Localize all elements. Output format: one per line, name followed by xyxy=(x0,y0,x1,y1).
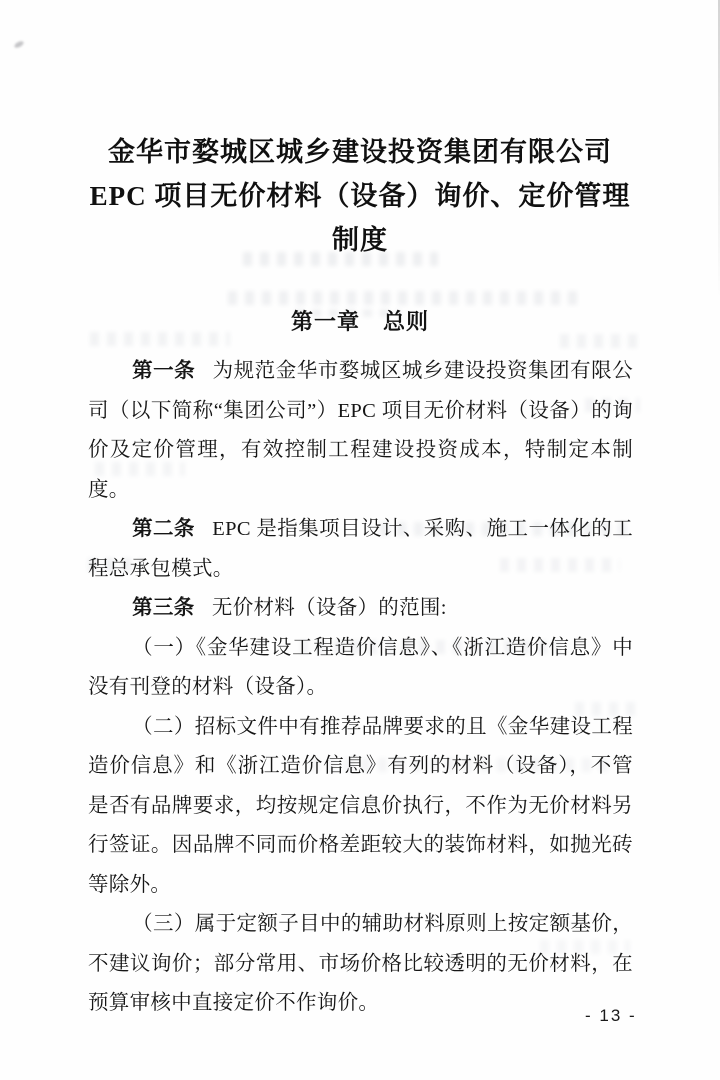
document-title-line-3: 制度 xyxy=(332,225,388,255)
article-3-number: 第三条 xyxy=(132,597,195,619)
article-3-item-1-text: （一）《金华建设工程造价信息》、《浙江造价信息》中没有刊登的材料（设备）。 xyxy=(88,636,633,698)
article-3-item-2 xyxy=(88,708,633,906)
article-2 xyxy=(88,510,633,589)
document-title-line-1: 金华市婺城区城乡建设投资集团有限公司 xyxy=(108,137,612,167)
article-2-number: 第二条 xyxy=(132,518,195,540)
article-1-text: 为规范金华市婺城区城乡建设投资集团有限公司（以下简称“集团公司”）EPC 项目无价材料（设备）的询价及定价管理，有效控制工程建设投资成本，特制定本制度。 xyxy=(88,360,634,501)
document-body xyxy=(88,352,633,1024)
article-3-item-2-text: （二）招标文件中有推荐品牌要求的且《金华建设工程造价信息》和《浙江造价信息》有列的材料（设备），不管是否有品牌要求，均按规定信息价执行，不作为无价材料另行签证。因品牌不同而价格差距较大的装饰材料，如抛光砖等除外。 xyxy=(88,715,633,896)
article-3-item-3 xyxy=(88,905,633,1024)
bleedthrough-smudge xyxy=(228,291,578,305)
document-title-line-2: EPC 项目无价材料（设备）询价、定价管理 xyxy=(89,181,631,211)
article-3-text: 无价材料（设备）的范围: xyxy=(211,597,447,619)
chapter-heading: 第一章 总则 xyxy=(290,309,429,334)
stray-mark xyxy=(13,40,24,49)
article-3-item-1 xyxy=(88,629,633,708)
article-3 xyxy=(88,589,633,629)
article-1 xyxy=(88,352,633,510)
page-number: - 13 - xyxy=(585,1006,637,1025)
article-1-number: 第一条 xyxy=(132,360,196,382)
document-title xyxy=(0,130,720,262)
article-3-item-3-text: （三）属于定额子目中的辅助材料原则上按定额基价，不建议询价；部分常用、市场价格比较透明的无价材料，在预算审核中直接定价不作询价。 xyxy=(88,913,633,1014)
article-2-text: EPC 是指集项目设计、采购、施工一体化的工程总承包模式。 xyxy=(88,518,634,580)
